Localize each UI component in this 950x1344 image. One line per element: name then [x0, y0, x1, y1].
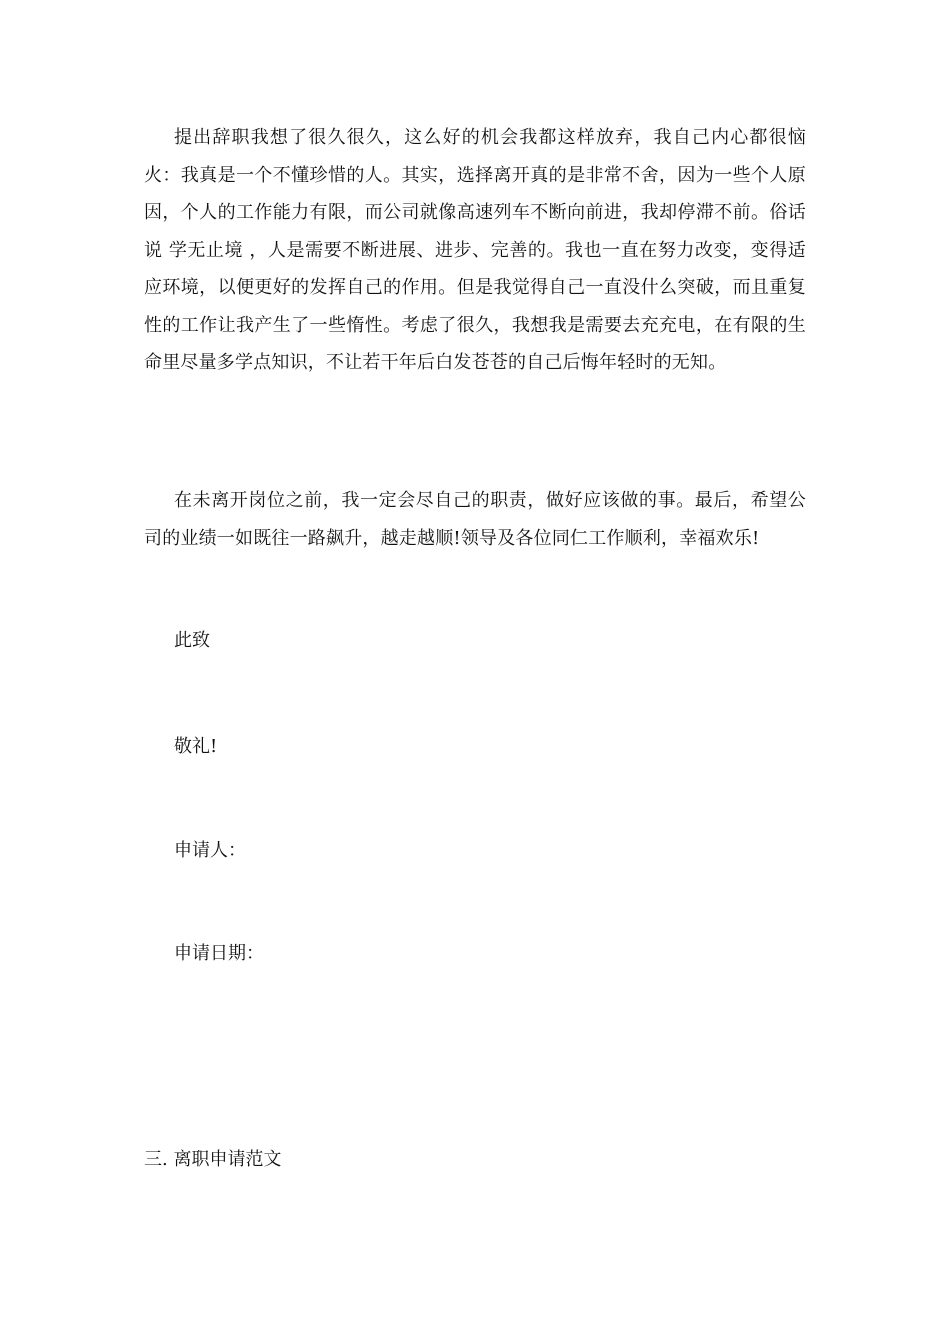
section-heading: 三. 离职申请范文	[144, 1149, 282, 1170]
body-paragraph-1: 提出辞职我想了很久很久，这么好的机会我都这样放弃，我自己内心都很恼火：我真是一个不懂珍惜的人。其实，选择离开真的是非常不舍，因为一些个人原因，个人的工作能力有限，而公司就像高速列车不断向前进，我却停滞不前。俗话说 学无止境 ，人是需要不断进展、进步、完善的。我也一直在努力改变，变得适应环境，以便更好的发挥自己的作用。但是我觉得自己一直没什么突破，而且重复性的工作让我产生了一些惰性。考虑了很久，我想我是需要去充充电，在有限的生命里尽量多学点知识，不让若干年后白发苍苍的自己后悔年轻时的无知。	[144, 127, 806, 373]
closing-respect: 敬礼!	[174, 736, 218, 757]
application-date-label: 申请日期：	[174, 943, 264, 964]
body-paragraph-2: 在未离开岗位之前，我一定会尽自己的职责，做好应该做的事。最后，希望公司的业绩一如既往一路飙升，越走越顺!领导及各位同仁工作顺利，幸福欢乐!	[144, 490, 806, 549]
applicant-label: 申请人：	[174, 840, 246, 861]
closing-salutation: 此致	[174, 630, 210, 651]
